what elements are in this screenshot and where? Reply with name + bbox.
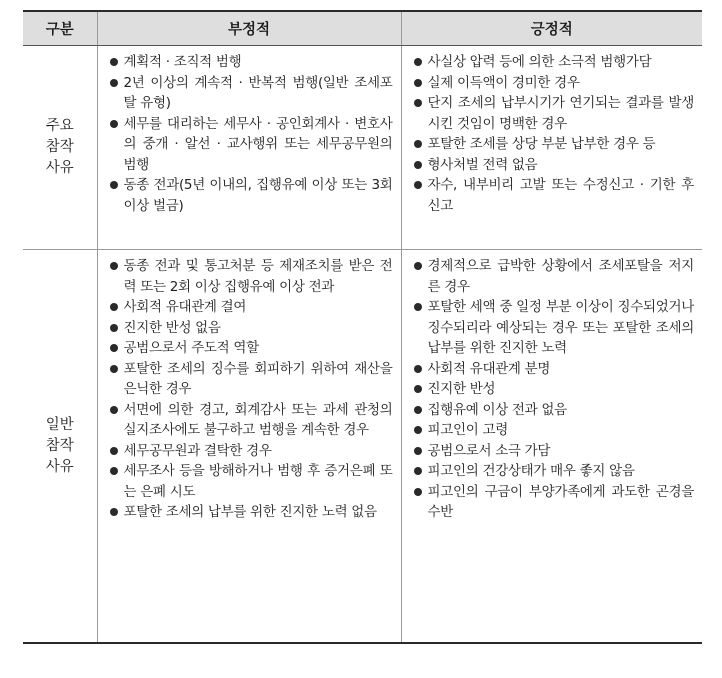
category-cell-general: [23, 250, 97, 644]
bullet-icon: [414, 181, 422, 189]
item-text: 세무를 대리하는 세무사 · 공인회계사 · 변호사의 중개 · 알선 · 교사행위 또는 세무공무원의 범행: [123, 115, 393, 173]
list-item: [414, 134, 695, 155]
item-text: 사회적 유대관계 결여: [123, 299, 247, 315]
item-text: 실제 이득액이 경미한 경우: [427, 74, 580, 91]
list-item: [110, 502, 393, 523]
bullet-icon: [414, 467, 422, 475]
bullet-icon: [414, 426, 422, 434]
item-text: 동종 전과 및 통고처분 등 제재조치를 받은 전력 또는 2회 이상 집행유예 이상 전과: [123, 258, 393, 295]
bullet-icon: [110, 181, 118, 189]
category-line: 사유: [45, 458, 74, 475]
category-line: 일반: [45, 416, 74, 433]
positive-cell-general: [401, 250, 702, 644]
item-text: 공범으로서 주도적 역할: [123, 340, 259, 356]
sentencing-factors-table: [23, 10, 702, 644]
bullet-icon: [110, 467, 118, 475]
list-item: [110, 256, 393, 297]
negative-cell-major: [97, 46, 401, 250]
bullet-icon: [414, 140, 422, 148]
list-item: [110, 441, 393, 462]
item-text: 사회적 유대관계 분명: [427, 360, 551, 377]
list-item: [414, 461, 695, 482]
negative-list: [98, 46, 401, 222]
item-text: 세무조사 등을 방해하거나 범행 후 증거은폐 또는 은폐 시도: [123, 463, 393, 500]
category-line: 사유: [45, 160, 74, 176]
bullet-icon: [110, 365, 118, 373]
header-positive: 긍정적: [401, 11, 702, 46]
item-text: 포탈한 조세의 징수를 회피하기 위하여 재산을 은닉한 경우: [123, 360, 393, 397]
bullet-icon: [110, 344, 118, 352]
list-item: [414, 379, 695, 400]
bullet-icon: [110, 324, 118, 332]
bullet-icon: [110, 120, 118, 128]
item-text: 피고인이 고령: [427, 422, 508, 438]
list-item: [110, 338, 393, 359]
header-row: [23, 11, 702, 46]
bullet-icon: [110, 406, 118, 414]
category-line: 주요: [45, 118, 74, 134]
list-item: [414, 93, 695, 134]
bullet-icon: [110, 262, 118, 270]
bullet-icon: [414, 488, 422, 496]
bullet-icon: [110, 303, 118, 311]
item-text: 집행유예 이상 전과 없음: [427, 401, 567, 418]
category-cell-major: [23, 46, 97, 250]
item-text: 세무공무원과 결탁한 경우: [123, 442, 272, 459]
list-item: [414, 420, 695, 441]
list-item: [110, 73, 393, 114]
bullet-icon: [110, 508, 118, 516]
bullet-icon: [110, 58, 118, 66]
list-item: [414, 256, 695, 297]
positive-list: [402, 46, 703, 222]
bullet-icon: [414, 58, 422, 66]
list-item: [110, 359, 393, 400]
positive-list: [402, 250, 703, 529]
table-row-major-factors: [23, 46, 702, 250]
bullet-icon: [414, 79, 422, 87]
item-text: 형사처벌 전력 없음: [427, 156, 538, 173]
bullet-icon: [414, 385, 422, 393]
item-text: 진지한 반성: [427, 381, 496, 397]
list-item: [110, 461, 393, 502]
header-negative: 부정적: [97, 11, 401, 46]
bullet-icon: [414, 161, 422, 169]
list-item: [414, 359, 695, 380]
list-item: [414, 297, 695, 359]
item-text: 계획적 · 조직적 범행: [123, 54, 242, 70]
list-item: [414, 482, 695, 523]
category-line: 참작: [45, 437, 74, 454]
category-line: 참작: [45, 139, 74, 155]
list-item: [414, 400, 695, 421]
bullet-icon: [414, 365, 422, 373]
item-text: 2년 이상의 계속적 · 반복적 범행(일반 조세포탈 유형): [123, 74, 393, 111]
item-text: 포탈한 세액 중 일정 부분 이상이 징수되었거나 징수되리라 예상되는 경우 또는 포탈한 조세의 납부를 위한 진지한 노력: [427, 299, 694, 356]
header-category: 구분: [23, 11, 97, 46]
negative-list: [98, 250, 401, 529]
list-item: [414, 155, 695, 176]
positive-cell-major: [401, 46, 702, 250]
list-item: [110, 175, 393, 216]
list-item: [110, 400, 393, 441]
item-text: 진지한 반성 없음: [123, 319, 221, 336]
list-item: [414, 73, 695, 94]
item-text: 자수, 내부비리 고발 또는 수정신고 · 기한 후 신고: [427, 177, 694, 214]
bullet-icon: [414, 262, 422, 270]
item-text: 공범으로서 소극 가담: [427, 442, 551, 459]
list-item: [110, 318, 393, 339]
bullet-icon: [414, 406, 422, 414]
list-item: [414, 175, 695, 216]
list-item: [414, 441, 695, 462]
item-text: 피고인의 구금이 부양가족에게 과도한 곤경을 수반: [427, 483, 694, 520]
list-item: [110, 297, 393, 318]
bullet-icon: [110, 447, 118, 455]
bullet-icon: [110, 79, 118, 87]
bullet-icon: [414, 99, 422, 107]
list-item: [414, 52, 695, 73]
table-row-general-factors: [23, 250, 702, 644]
bullet-icon: [414, 303, 422, 311]
item-text: 포탈한 조세의 납부를 위한 진지한 노력 없음: [123, 504, 377, 520]
item-text: 서면에 의한 경고, 회계감사 또는 과세 관청의 실지조사에도 불구하고 범행을 계속한 경우: [123, 401, 393, 438]
item-text: 피고인의 건강상태가 매우 좋지 않음: [427, 463, 635, 479]
item-text: 사실상 압력 등에 의한 소극적 범행가담: [427, 54, 652, 70]
item-text: 경제적으로 급박한 상황에서 조세포탈을 저지른 경우: [427, 258, 694, 295]
item-text: 포탈한 조세를 상당 부분 납부한 경우 등: [427, 136, 656, 152]
bullet-icon: [414, 447, 422, 455]
list-item: [110, 52, 393, 73]
item-text: 단지 조세의 납부시기가 연기되는 결과를 발생시킨 것임이 명백한 경우: [427, 95, 694, 132]
negative-cell-general: [97, 250, 401, 644]
list-item: [110, 114, 393, 176]
item-text: 동종 전과(5년 이내의, 집행유예 이상 또는 3회 이상 벌금): [123, 177, 393, 214]
